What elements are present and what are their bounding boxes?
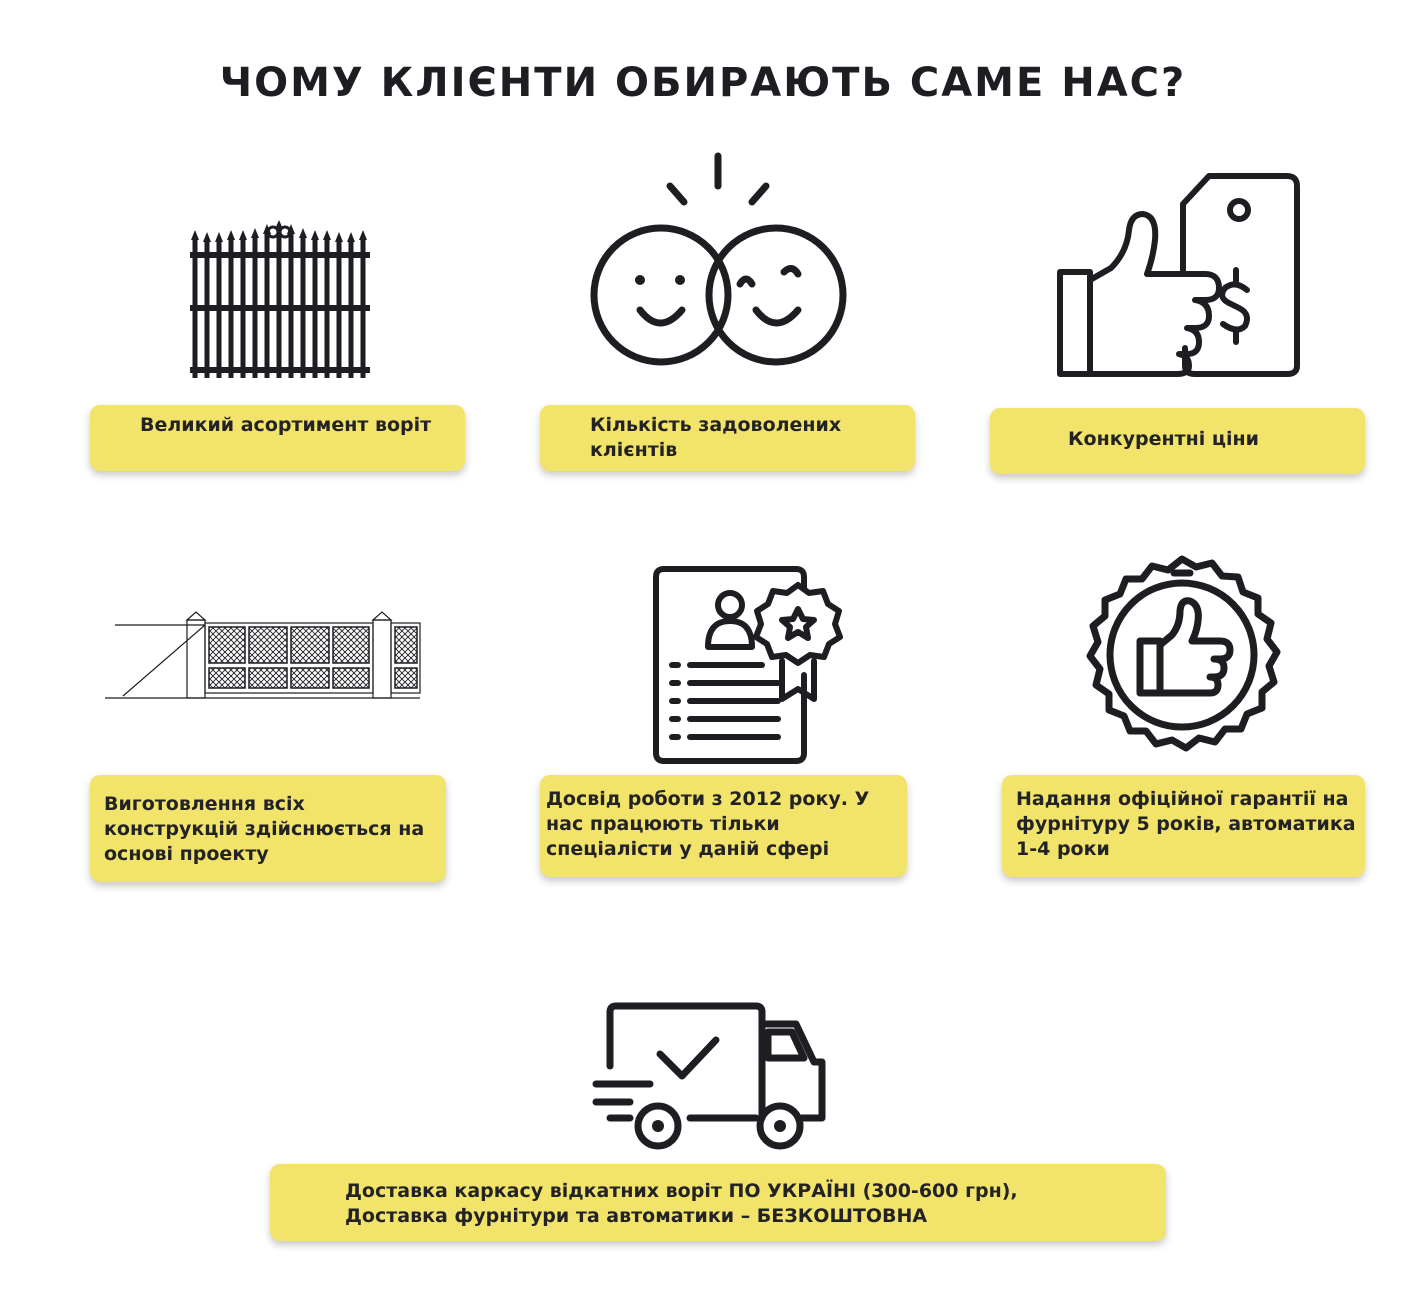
feature-card-competitive-prices <box>990 408 1365 474</box>
feature-card-text: Досвід роботи з 2012 року. У нас працюють тільки спеціалісти у даній сфері <box>546 788 870 860</box>
feature-card-satisfied-clients <box>540 405 915 471</box>
quality-seal-thumbs-up-icon <box>1080 555 1284 759</box>
feature-card-project-based <box>90 775 446 882</box>
sliding-gate-drawing-icon <box>105 610 420 705</box>
feature-card-experience <box>540 775 907 877</box>
feature-card-warranty <box>1002 775 1365 877</box>
page-title: ЧОМУ КЛІЄНТИ ОБИРАЮТЬ САМЕ НАС? <box>219 60 1187 106</box>
wrought-iron-gate-icon <box>185 220 375 385</box>
certificate-resume-icon <box>652 565 842 765</box>
delivery-line-2: Доставка фурнітури та автоматики – БЕЗКОШТОВНА <box>345 1205 928 1227</box>
feature-card-text: Надання офіційної гарантії на фурнітуру 5 років, автоматика 1-4 роки <box>1016 788 1356 860</box>
delivery-card <box>270 1164 1166 1241</box>
delivery-line-1: Доставка каркасу відкатних воріт ПО УКРАЇНІ (300-600 грн), <box>345 1180 1018 1202</box>
feature-card-text: Кількість задоволених клієнтів <box>590 414 842 461</box>
thumbs-up-price-tag-icon <box>1055 170 1303 380</box>
delivery-truck-check-icon <box>590 1000 830 1150</box>
feature-card-assortment <box>90 405 465 471</box>
feature-card-text: Конкурентні ціни <box>1068 428 1259 450</box>
feature-card-text: Виготовлення всіх конструкцій здійснюється на основі проекту <box>104 793 425 865</box>
feature-card-text: Великий асортимент воріт <box>140 414 432 436</box>
happy-faces-icon <box>588 150 850 370</box>
